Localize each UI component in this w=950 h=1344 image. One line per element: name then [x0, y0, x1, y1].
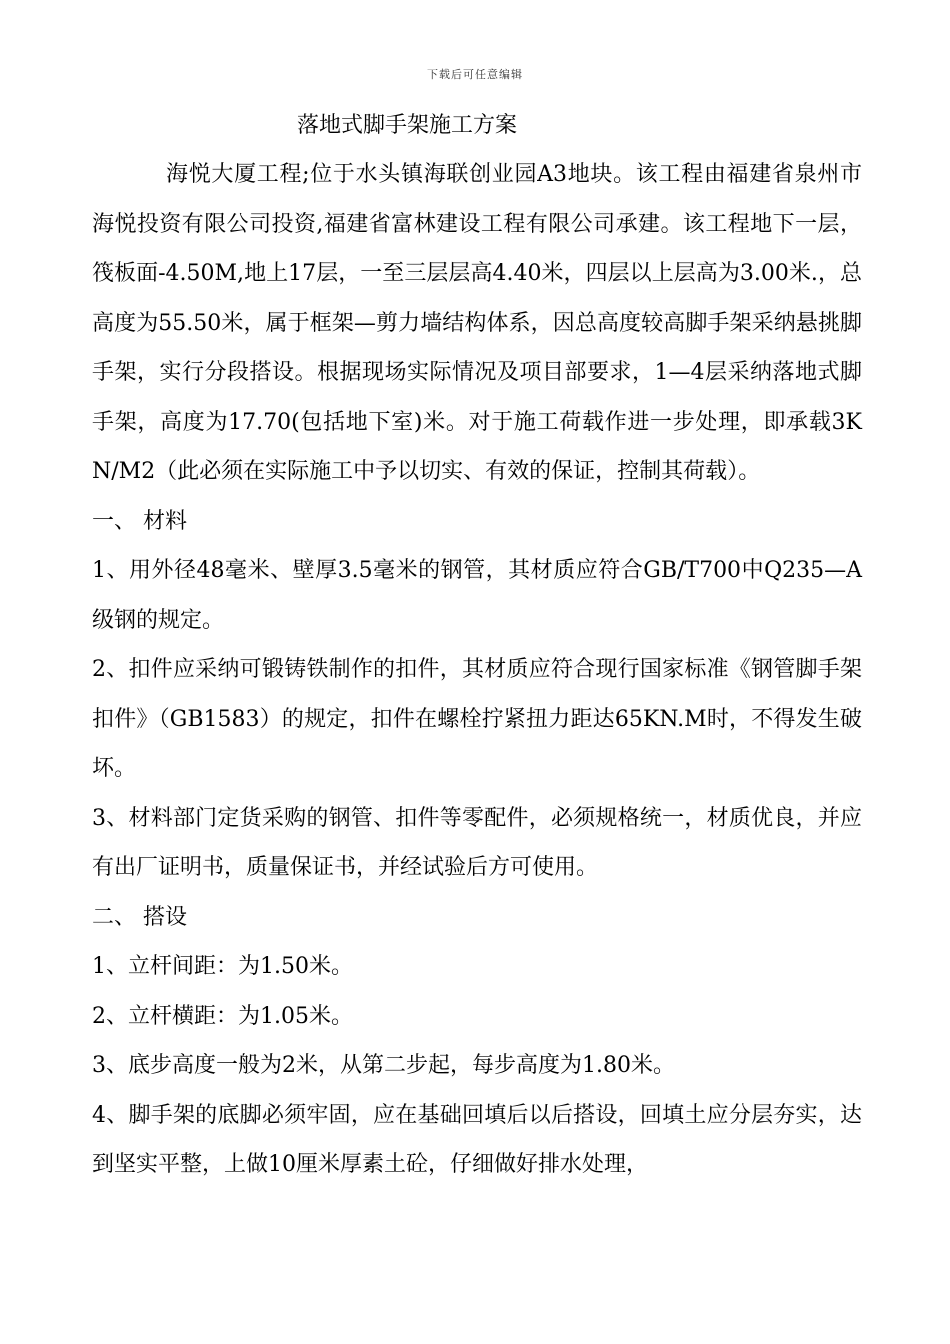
materials-item-1: 1、用外径48毫米、壁厚3.5毫米的钢管，其材质应符合GB/T700中Q235—A级钢的规定。 [92, 558, 862, 633]
erection-item-4: 4、脚手架的底脚必须牢固，应在基础回填后以后搭设，回填土应分层夯实，达到坚实平整，上做10厘米厚素土砼，仔细做好排水处理， [92, 1102, 862, 1177]
erection-item-3: 3、底步高度一般为2米，从第二步起，每步高度为1.80米。 [92, 1053, 675, 1078]
materials-item-2: 2、扣件应采纳可锻铸铁制作的扣件，其材质应符合现行国家标准《钢管脚手架扣件》（GB1583）的规定，扣件在螺栓拧紧扭力距达65KN.M时，不得发生破坏。 [92, 657, 862, 781]
document-title: 落地式脚手架施工方案 [297, 113, 518, 138]
erection-item-2: 2、立杆横距：为1.05米。 [92, 1003, 353, 1029]
materials-item-3: 3、材料部门定货采购的钢管、扣件等零配件，必须规格统一，材质优良，并应有出厂证明书，质量保证书，并经试验后方可使用。 [92, 805, 862, 880]
section-heading-erection: 二、 搭设 [92, 904, 187, 930]
erection-item-1: 1、立杆间距：为1.50米。 [92, 954, 353, 979]
header-note: 下载后可任意编辑 [427, 68, 523, 81]
document-body [92, 108, 862, 1190]
section-heading-materials: 一、 材料 [92, 508, 187, 534]
intro-paragraph: 海悦大厦工程;位于水头镇海联创业园A3地块。该工程由福建省泉州市海悦投资有限公司投资,福建省富林建设工程有限公司承建。该工程地下一层，筏板面-4.50M,地上17层，一至三层层高4.40米，四层以上层高为3.00米.，总高度为55.50米，属于框架—剪力墙结构体系，因总高度较高脚手架采纳悬挑脚手架，实行分段搭设。根据现场实际情况及项目部要求，1—4层采纳落地式脚手架，高度为17.70(包括地下室)米。对于施工荷载作进一步处理，即承载3KN/M2（此必须在实际施工中予以切实、有效的保证，控制其荷载）。 [92, 162, 862, 484]
